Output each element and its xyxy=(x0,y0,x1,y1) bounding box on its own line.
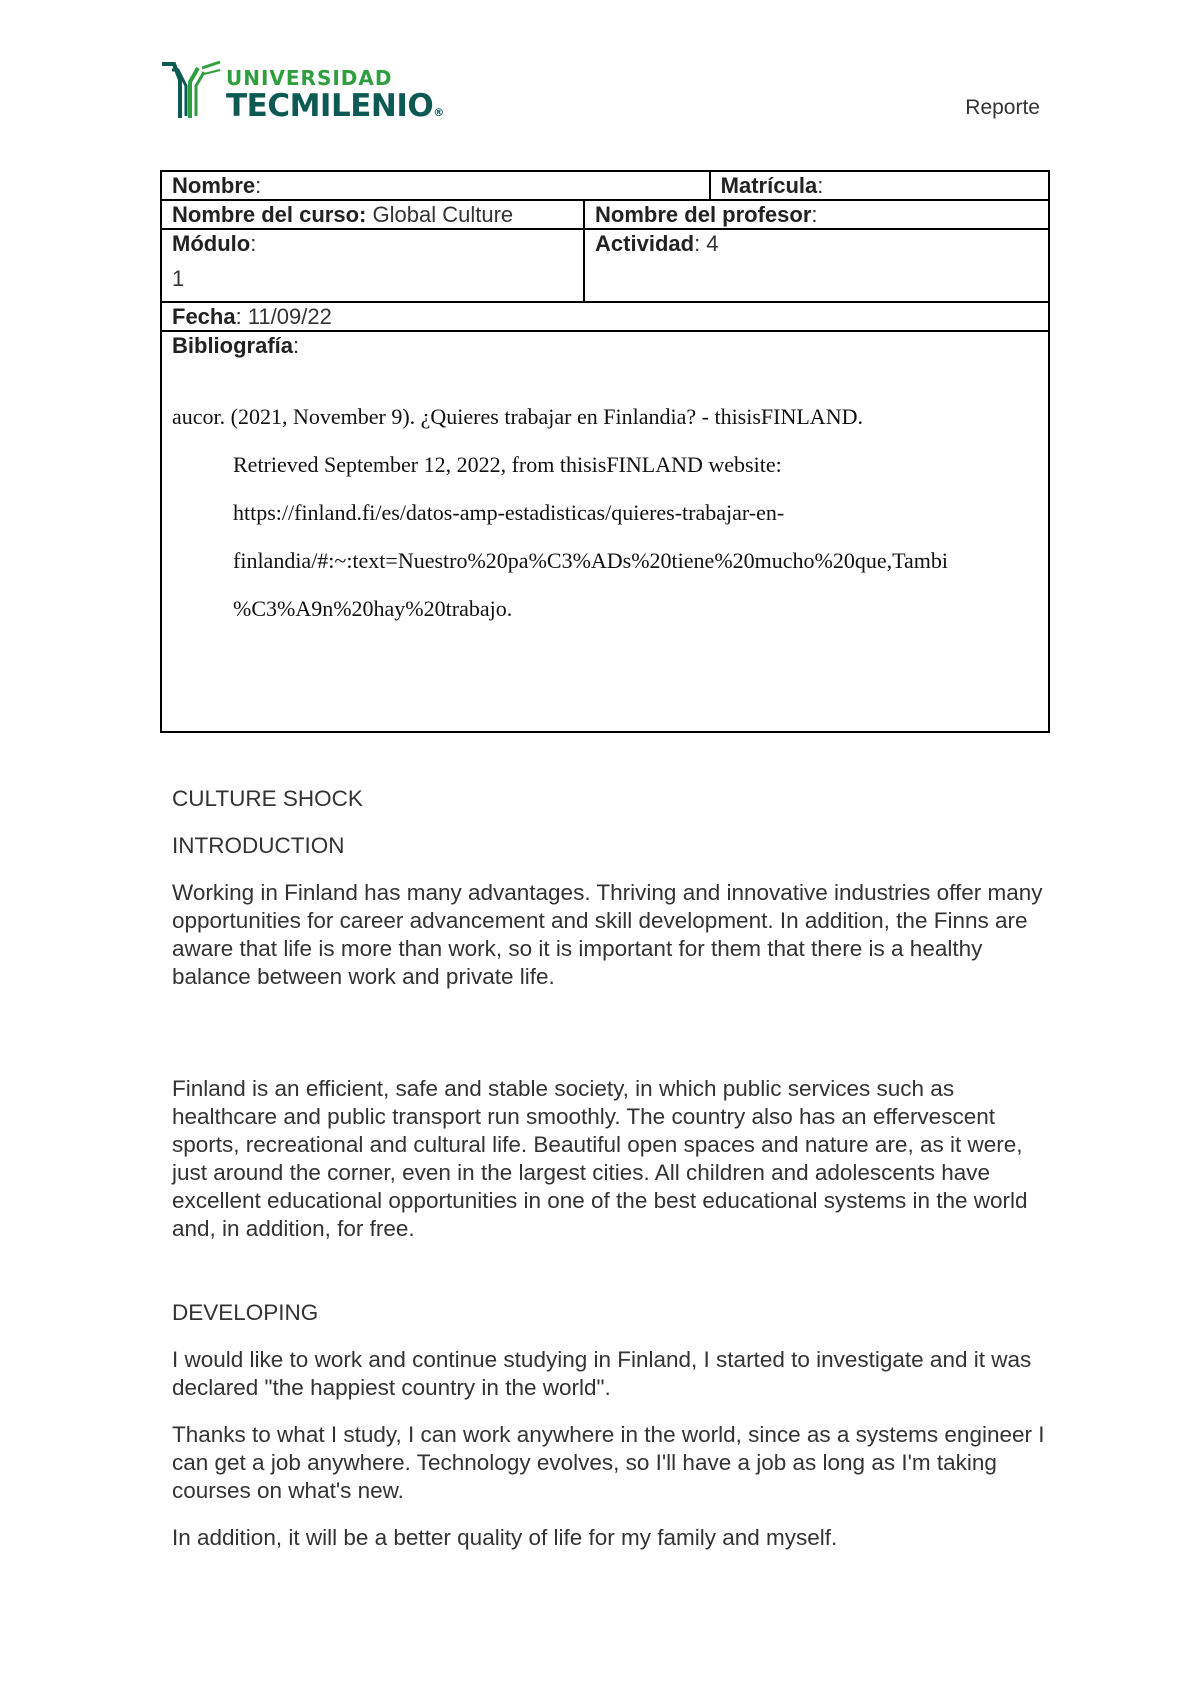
table-row xyxy=(161,171,1049,200)
document-body xyxy=(172,785,1052,1552)
nombre-cell: Nombre: xyxy=(161,171,710,200)
profesor-cell: Nombre del profesor: xyxy=(584,200,1049,229)
actividad-cell: Actividad: 4 xyxy=(584,229,1049,302)
table-row xyxy=(161,200,1049,229)
bibliography-reference xyxy=(172,393,1038,633)
table-row xyxy=(161,229,1049,302)
intro-paragraph: Finland is an efficient, safe and stable society, in which public services such as healthcare and public transport run smoothly. The country also has an effervescent sports, recreational and cultural life. Beautiful open spaces and nature are, as it were, just around the corner, even in the largest cities. All children and adolescents have excellent educational opportunities in one of the best educational systems in the world and, in addition, for free. xyxy=(172,1076,1028,1241)
intro-paragraph: Working in Finland has many advantages. Thriving and innovative industries offer many opportunities for career advancement and skill development. In addition, the Finns are aware that life is more than work, so it is important for them that there is a healthy balance between work and private life. xyxy=(172,880,1043,989)
section-heading-developing: DEVELOPING xyxy=(172,1300,319,1325)
fecha-cell: Fecha: 11/09/22 xyxy=(161,302,1049,331)
reference-line: Retrieved September 12, 2022, from thisisFINLAND website: xyxy=(233,452,782,477)
modulo-cell: Módulo: 1 xyxy=(161,229,584,302)
matricula-cell: Matrícula: xyxy=(710,171,1049,200)
developing-paragraph: I would like to work and continue studying in Finland, I started to investigate and it was declared "the happiest country in the world". xyxy=(172,1347,1032,1400)
curso-cell: Nombre del curso: Global Culture xyxy=(161,200,584,229)
section-heading-introduction: INTRODUCTION xyxy=(172,833,345,858)
reference-url-line: finlandia/#:~:text=Nuestro%20pa%C3%ADs%20tiene%20mucho%20que,Tambi xyxy=(233,548,948,573)
bibliografia-cell: Bibliografía: aucor. (2021, November 9). ¿Quieres trabajar en Finlandia? - thisisFINLAND. Retrieved September 12, 2022, from thisisFINLAND website: https://finland.fi/es/datos-amp-estadisticas/quieres-trabajar-en- finlandia/#:~:text=Nuestro%20pa%C3%ADs%20tiene%20mucho%20que,Tambi %C3%A9n%20hay%20trabajo. xyxy=(161,331,1049,732)
reference-url-line: %C3%A9n%20hay%20trabajo. xyxy=(233,596,513,621)
reference-line: aucor. (2021, November 9). ¿Quieres trabajar en Finlandia? - thisisFINLAND. xyxy=(172,404,863,429)
logo-text-tecmilenio: TECMILENIO® xyxy=(226,88,444,124)
document-type-label: Reporte xyxy=(965,96,1040,119)
tecmilenio-logo-icon xyxy=(160,60,222,122)
table-row xyxy=(161,331,1049,732)
document-title: CULTURE SHOCK xyxy=(172,786,363,811)
page-header xyxy=(160,60,1040,130)
student-info-table xyxy=(160,170,1050,733)
developing-paragraph: In addition, it will be a better quality of life for my family and myself. xyxy=(172,1525,838,1550)
logo-text-universidad: UNIVERSIDAD xyxy=(226,66,393,90)
reference-url-line: https://finland.fi/es/datos-amp-estadisticas/quieres-trabajar-en- xyxy=(233,500,785,525)
developing-paragraph: Thanks to what I study, I can work anywhere in the world, since as a systems engineer I can get a job anywhere. Technology evolves, so I'll have a job as long as I'm taking courses on what's new. xyxy=(172,1422,1045,1503)
university-logo xyxy=(160,60,444,124)
table-row xyxy=(161,302,1049,331)
